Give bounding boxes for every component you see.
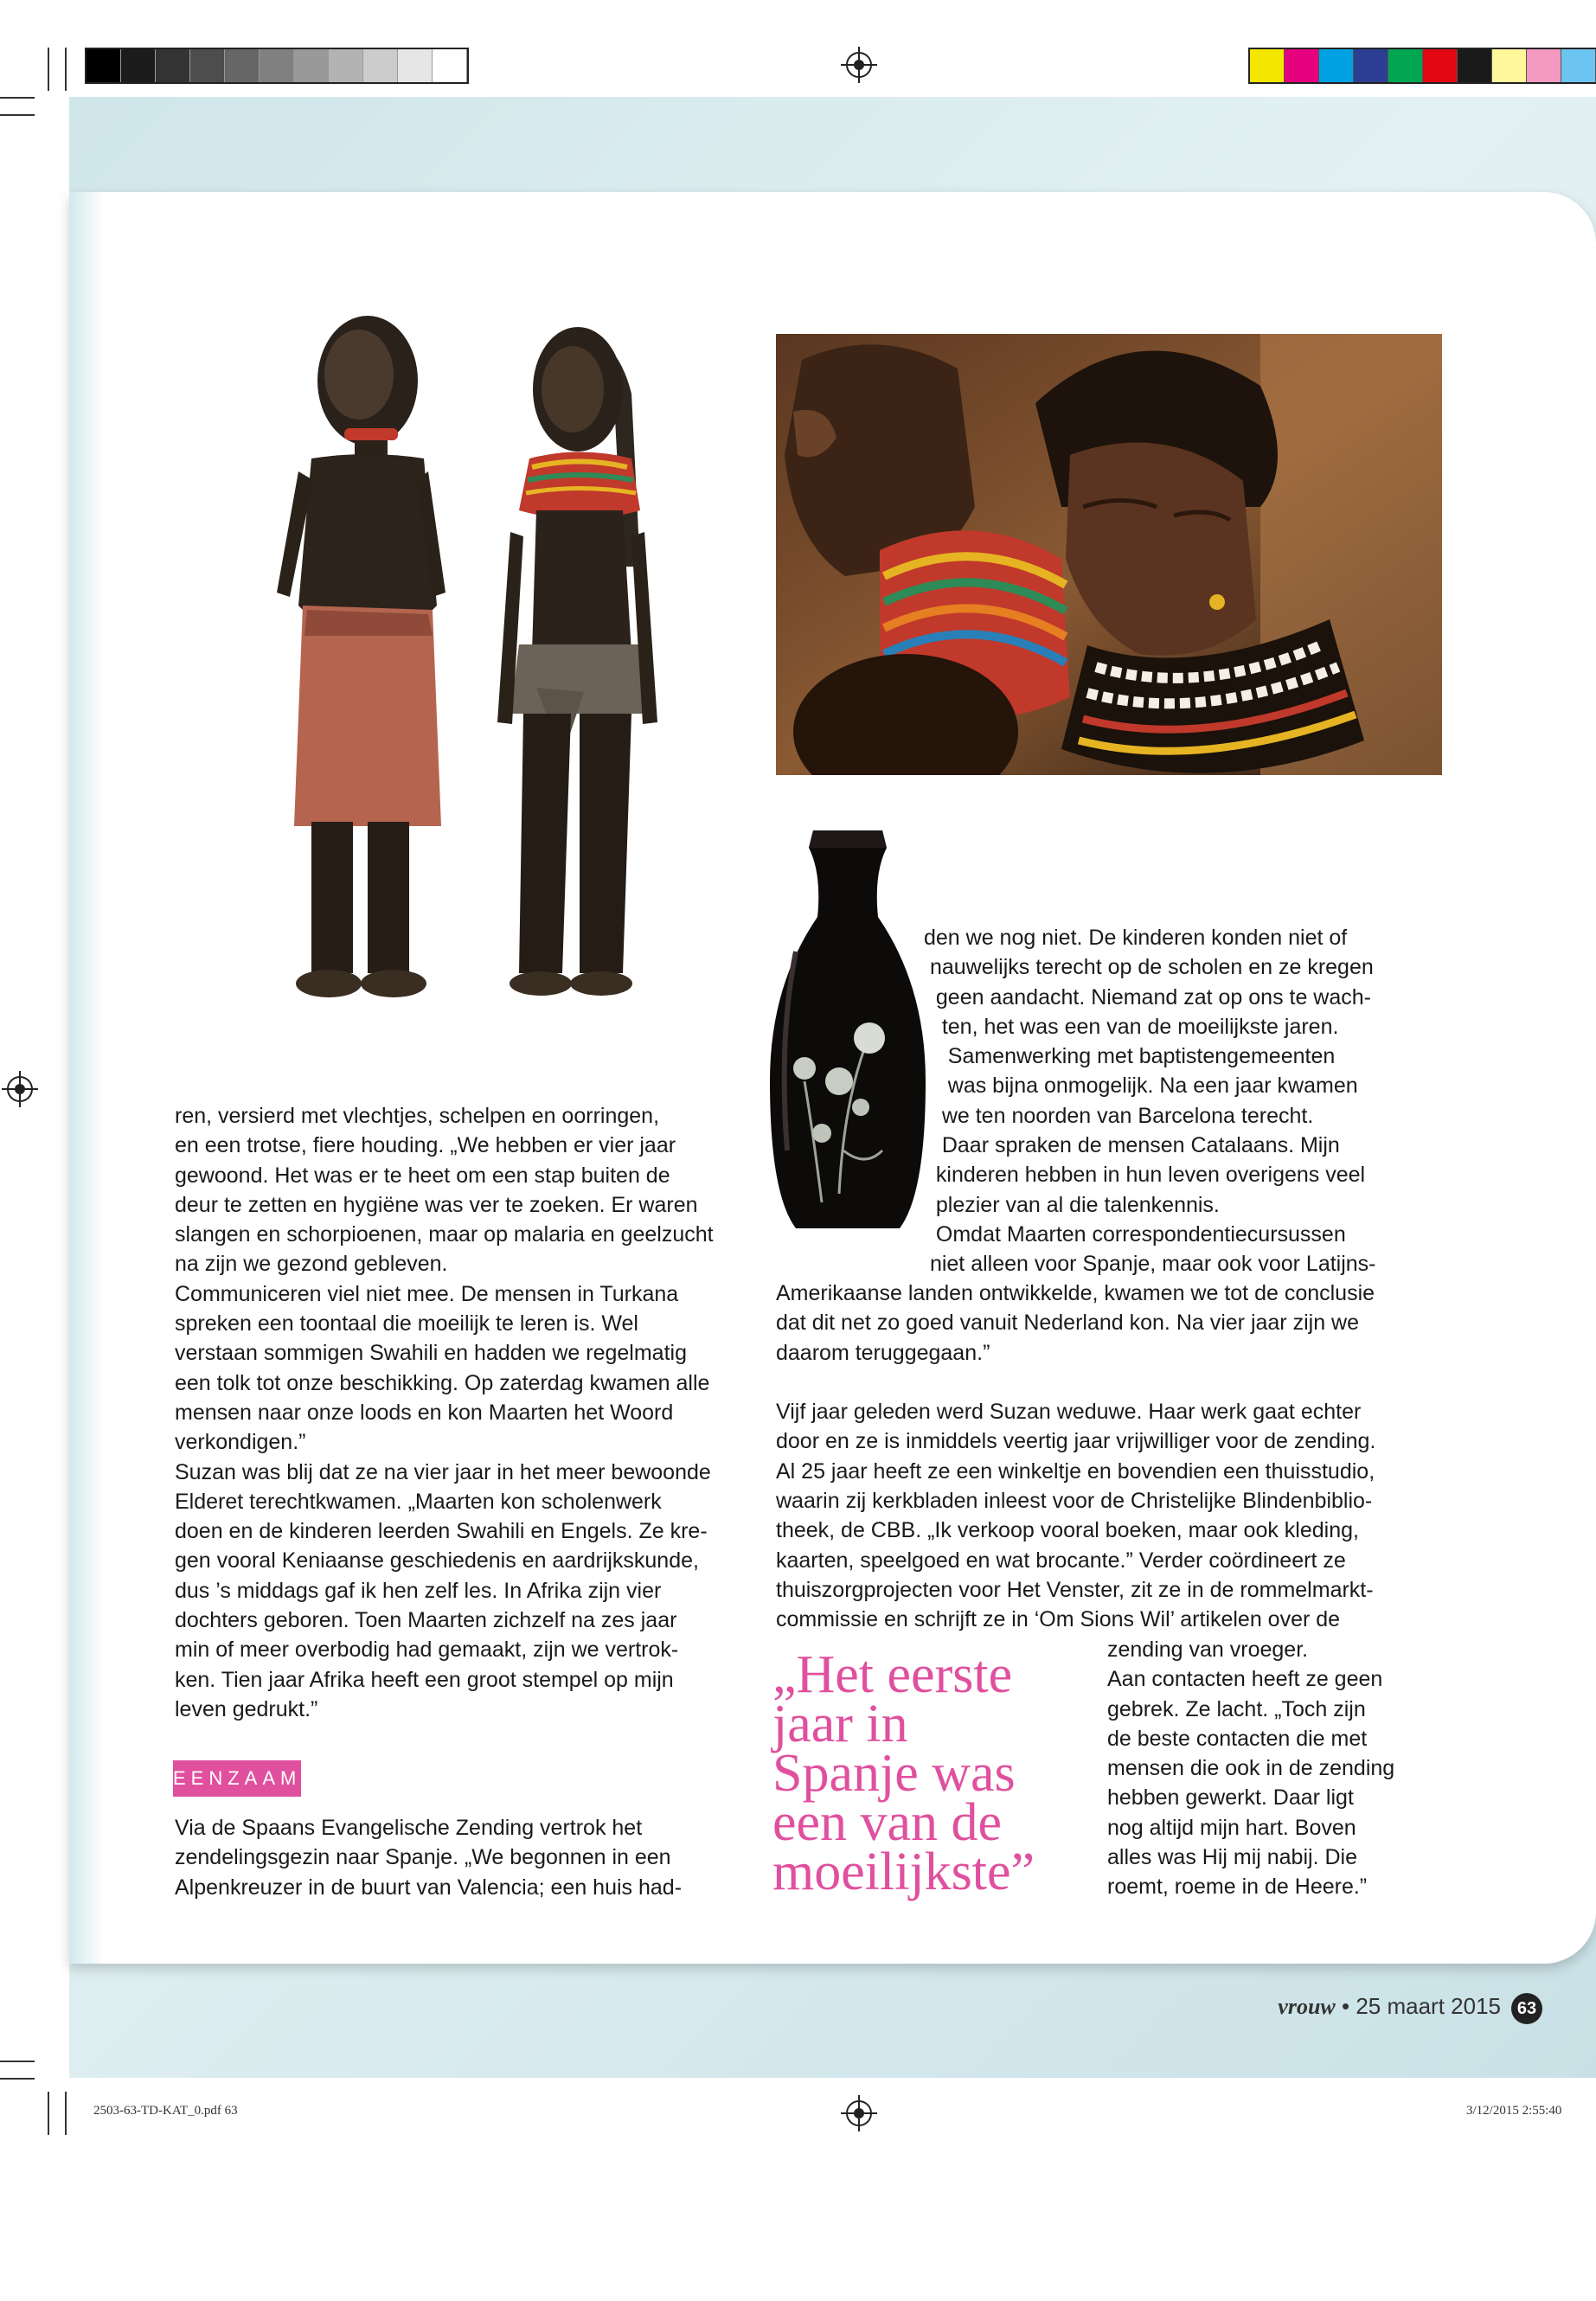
color-swatch (1561, 49, 1596, 82)
gray-swatch (156, 49, 190, 82)
gray-swatch (294, 49, 329, 82)
color-swatch (1250, 49, 1285, 82)
slug-right: 3/12/2015 2:55:40 (1466, 2104, 1562, 2118)
issue-date: 25 maart 2015 (1356, 1993, 1501, 2019)
gray-swatch (225, 49, 260, 82)
article-left-column: ren, versierd met vlechtjes, schelpen en oorringen, en een trotse, fiere houding. „We hebben er vier jaar gewoond. Het was er te heet om een stap buiten de deur te zetten en hygiëne was ver te zoeken. Er waren slangen en schorpioenen, maar op malaria en geelzucht na zijn we gezond gebleven. Communiceren viel niet mee. De mensen in Turkana spreken een toontaal die moeilijk te leren is. Wel verstaan sommigen Swahili en hadden we regelmatig een tolk tot onze beschikking. Op zaterdag kwamen alle mensen naar onze loods en kon Maarten het Woord verkondigen.” Suzan was blij dat ze na vier jaar in het meer bewoonde Elderet terechtkwamen. „Maarten kon scholenwerk doen en de kinderen leerden Swahili en Engels. Ze kre- gen vooral Keniaanse geschiedenis en aardrijkskunde, dus ’s middags gaf ik hen zelf les. In Afrika zijn vier dochters geboren. Toen Maarten zichzelf na zes jaar min of meer overbodig had gemaakt, zijn we vertrok- ken. Tien jaar Afrika heeft een groot stempel op mijn leven gedrukt.” (175, 1104, 714, 1721)
footer-separator: • (1335, 1993, 1356, 2019)
registration-mark-icon (846, 52, 872, 78)
turkana-women-photo (776, 334, 1442, 775)
crop-mark (65, 48, 67, 91)
crop-mark (0, 97, 35, 99)
color-swatch (1458, 49, 1492, 82)
black-vase-illustration (761, 822, 934, 1246)
gray-swatch (260, 49, 294, 82)
color-swatch (1319, 49, 1354, 82)
crop-mark (65, 2092, 67, 2135)
article-right-column-wrap: den we nog niet. De kinderen konden niet of nauwelijks terecht op de scholen en ze kregen geen aandacht. Niemand zat op ons te wach- ten, het was een van de moeilijkste jaren. Samenwerking met baptistengemeenten was bijna onmogelijk. Na een jaar kwamen we ten noorden van Barcelona terecht. Daar spraken de mensen Catalaans. Mijn kinderen hebben in hun leven overigens veel plezier van al die talenkennis. Omdat Maarten correspondentiecursussen niet alleen voor Spanje, maar ook voor Latijns- (924, 926, 1376, 1277)
slug-left: 2503-63-TD-KAT_0.pdf 63 (93, 2104, 238, 2118)
article-right-column-narrow: zending van vroeger. Aan contacten heeft ze geen gebrek. Ze lacht. „Toch zijn de beste contacten die met mensen die ook in de zending hebben gewerkt. Daar ligt nog altijd mijn hart. Boven alles was Hij mij nabij. Die roemt, roeme in de Heere.” (1107, 1638, 1395, 1900)
crop-mark (0, 2078, 35, 2080)
wooden-figures-illustration (260, 307, 709, 1016)
crop-mark (0, 2061, 35, 2062)
gray-swatch (190, 49, 225, 82)
gray-color-bar (85, 48, 469, 84)
crop-mark (0, 114, 35, 116)
gray-swatch (398, 49, 433, 82)
color-swatch (1354, 49, 1388, 82)
article-right-column: Amerikaanse landen ontwikkelde, kwamen we tot de conclusie dat dit net zo goed vanuit Nederland kon. Na vier jaar zijn we daarom teruggegaan.” Vijf jaar geleden werd Suzan weduwe. Haar werk gaat echter door en ze is inmiddels veertig jaar vrijwilliger voor de zending. Al 25 jaar heeft ze een winkeltje en bovendien een thuisstudio, waarin zij kerkbladen inleest voor de Christelijke Blindenbiblio- theek, de CBB. „Ik verkoop vooral boeken, maar ook kleding, kaarten, speelgoed en wat brocante.” Verder coördineert ze thuiszorgprojecten voor Het Venster, zit ze in de rommelmarkt- commissie en schrijft ze in ‘Om Sions Wil’ artikelen over de (776, 1281, 1376, 1632)
color-swatch (1388, 49, 1423, 82)
registration-mark-icon (7, 1076, 33, 1102)
magazine-brand: vrouw (1278, 1994, 1336, 2019)
gray-swatch (363, 49, 398, 82)
crop-mark (48, 48, 49, 91)
color-swatch (1492, 49, 1527, 82)
color-swatch (1285, 49, 1319, 82)
crop-mark (48, 2092, 49, 2135)
color-swatch (1527, 49, 1561, 82)
registration-mark-icon (846, 2100, 872, 2126)
article-left-column-continued: Via de Spaans Evangelische Zending vertrok het zendelingsgezin naar Spanje. „We begonnen in een Alpenkreuzer in de buurt van Valencia; een huis had- (175, 1816, 683, 1900)
gray-swatch (433, 49, 467, 82)
page-footer (1278, 1993, 1501, 2020)
gray-swatch (329, 49, 363, 82)
color-swatch (1423, 49, 1458, 82)
pull-quote: „Het eerste jaar in Spanje was een van de moeilijkste” (772, 1645, 1035, 1901)
page-number: 63 (1511, 1993, 1542, 2024)
panel-edge (69, 192, 104, 1964)
process-color-bar (1248, 48, 1596, 84)
gray-swatch (121, 49, 156, 82)
gray-swatch (87, 49, 121, 82)
section-heading: EENZAAM (173, 1760, 301, 1797)
